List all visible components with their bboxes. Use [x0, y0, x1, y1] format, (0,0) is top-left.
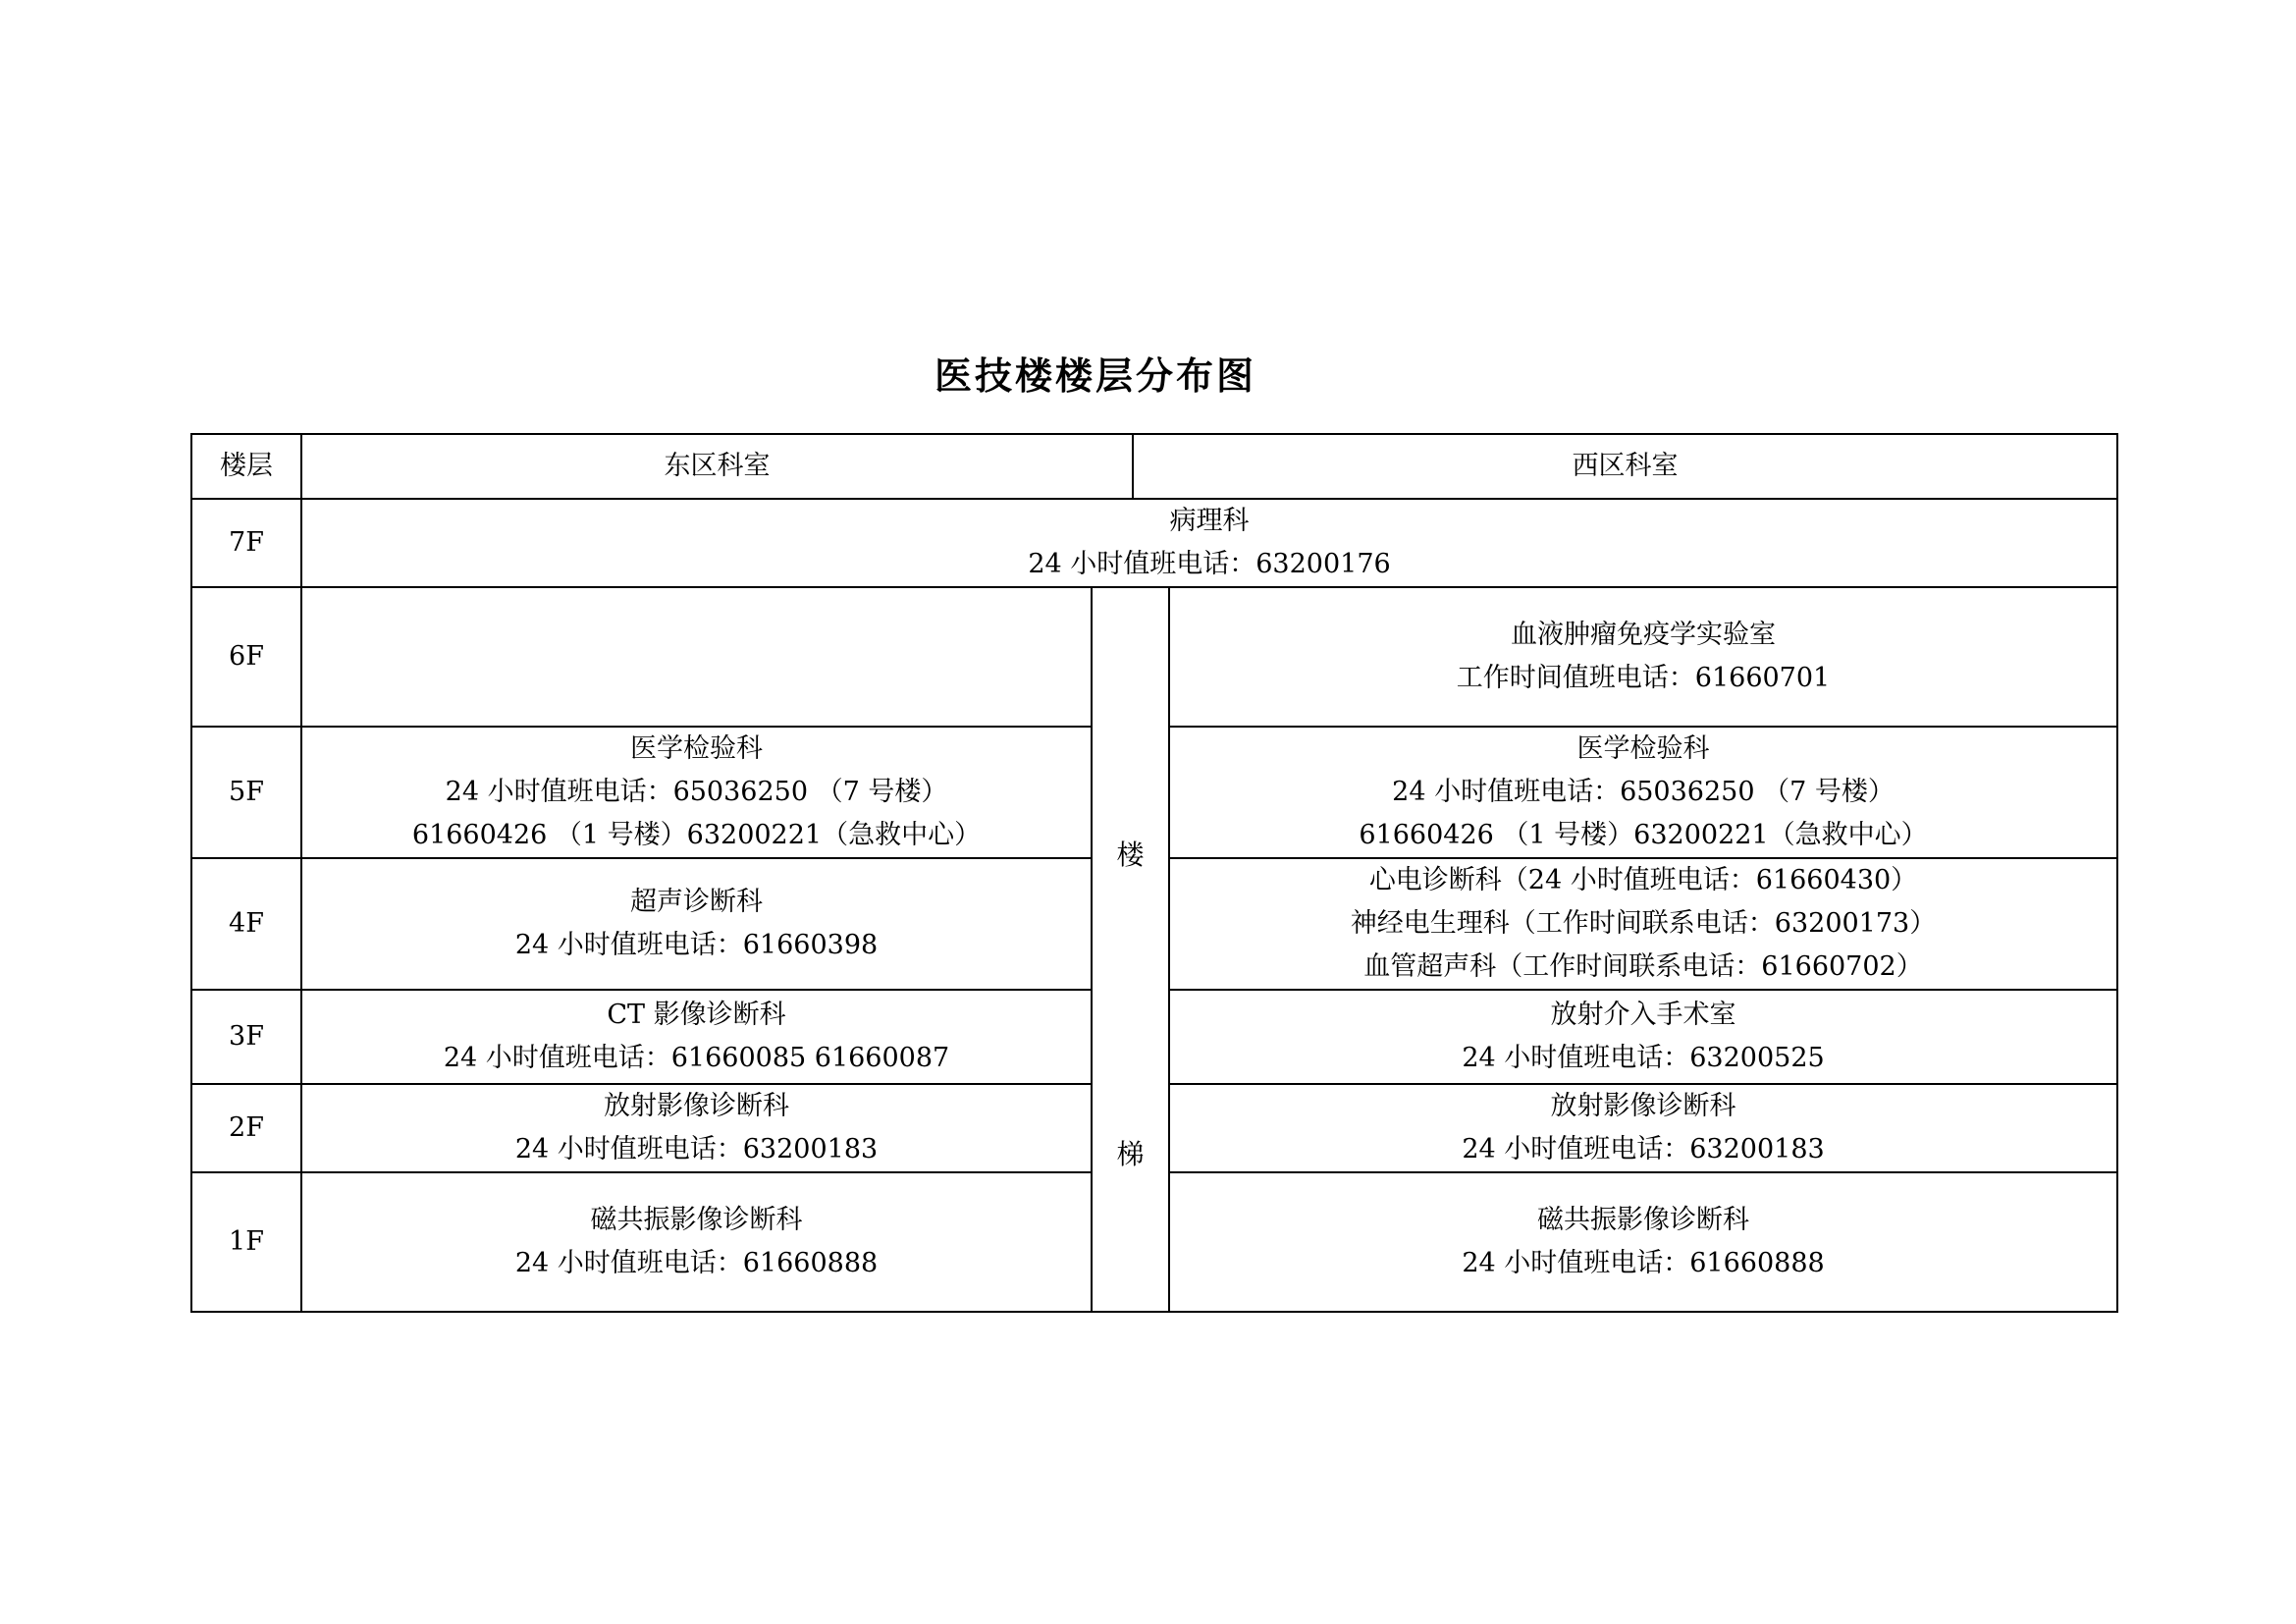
table-row: [191, 499, 2117, 587]
dept-cell-7f: [301, 499, 2117, 587]
floor-label: 6F: [191, 587, 301, 727]
dept-line: 心电诊断科（24 小时值班电话：61660430）: [1368, 865, 1918, 895]
dept-line: 24 小时值班电话：61660085 61660087: [443, 1043, 950, 1073]
dept-line: 医学检验科: [1576, 733, 1710, 764]
dept-line: 放射介入手术室: [1550, 1000, 1736, 1030]
floor-label: 5F: [191, 727, 301, 858]
header-floor: 楼层: [191, 434, 301, 499]
dept-line: 24 小时值班电话：61660888: [514, 1248, 879, 1278]
stairwell-cell: [1092, 587, 1169, 1312]
dept-line: 病理科: [1169, 506, 1250, 536]
dept-line: 神经电生理科（工作时间联系电话：63200173）: [1350, 908, 1937, 939]
dept-line: 血管超声科（工作时间联系电话：61660702）: [1363, 951, 1923, 982]
west-dept-cell-5f: [1169, 727, 2117, 858]
dept-line: 61660426 （1 号楼）63200221（急救中心）: [411, 820, 982, 850]
dept-line: 24 小时值班电话：63200183: [1462, 1134, 1825, 1164]
dept-line: 24 小时值班电话：61660888: [1462, 1248, 1825, 1278]
east-dept-cell-2f: [301, 1084, 1092, 1172]
dept-line: 超声诊断科: [630, 887, 763, 917]
dept-line: 24 小时值班电话：63200176: [1028, 549, 1391, 579]
dept-line: 放射影像诊断科: [1550, 1091, 1736, 1121]
west-dept-cell-1f: [1169, 1172, 2117, 1312]
stairwell-label-bottom: 梯: [1116, 1138, 1145, 1170]
dept-line: 医学检验科: [630, 733, 763, 764]
east-dept-cell-3f: [301, 990, 1092, 1084]
east-dept-cell-6f: [301, 587, 1092, 727]
table-row: [191, 587, 2117, 727]
dept-line: 24 小时值班电话：63200525: [1462, 1043, 1825, 1073]
floor-label: 7F: [191, 499, 301, 587]
floor-label: 1F: [191, 1172, 301, 1312]
page-title: 医技楼楼层分布图: [934, 354, 1256, 398]
west-dept-cell-3f: [1169, 990, 2117, 1084]
dept-line: 放射影像诊断科: [604, 1091, 789, 1121]
dept-line: CT 影像诊断科: [607, 1000, 786, 1030]
west-dept-cell-6f: [1169, 587, 2117, 727]
dept-line: 血液肿瘤免疫学实验室: [1511, 620, 1776, 650]
table-header-row: [191, 434, 2117, 499]
dept-line: 磁共振影像诊断科: [1537, 1205, 1749, 1235]
stairwell-label-top: 楼: [1116, 839, 1145, 871]
floor-label: 2F: [191, 1084, 301, 1172]
dept-line: 工作时间值班电话：61660701: [1456, 663, 1831, 693]
floor-label: 3F: [191, 990, 301, 1084]
dept-line: 61660426 （1 号楼）63200221（急救中心）: [1359, 820, 1928, 850]
west-dept-cell-4f: [1169, 858, 2117, 990]
dept-line: 24 小时值班电话：63200183: [514, 1134, 879, 1164]
east-dept-cell-1f: [301, 1172, 1092, 1312]
west-dept-cell-2f: [1169, 1084, 2117, 1172]
header-east: 东区科室: [301, 434, 1133, 499]
dept-line: 24 小时值班电话：65036250 （7 号楼）: [445, 777, 948, 807]
dept-line: 磁共振影像诊断科: [590, 1205, 803, 1235]
east-dept-cell-5f: [301, 727, 1092, 858]
east-dept-cell-4f: [301, 858, 1092, 990]
dept-line: 24 小时值班电话：61660398: [514, 930, 879, 960]
floor-label: 4F: [191, 858, 301, 990]
floor-directory-table: [190, 433, 2118, 1313]
dept-line: 24 小时值班电话：65036250 （7 号楼）: [1392, 777, 1895, 807]
header-west: 西区科室: [1133, 434, 2117, 499]
